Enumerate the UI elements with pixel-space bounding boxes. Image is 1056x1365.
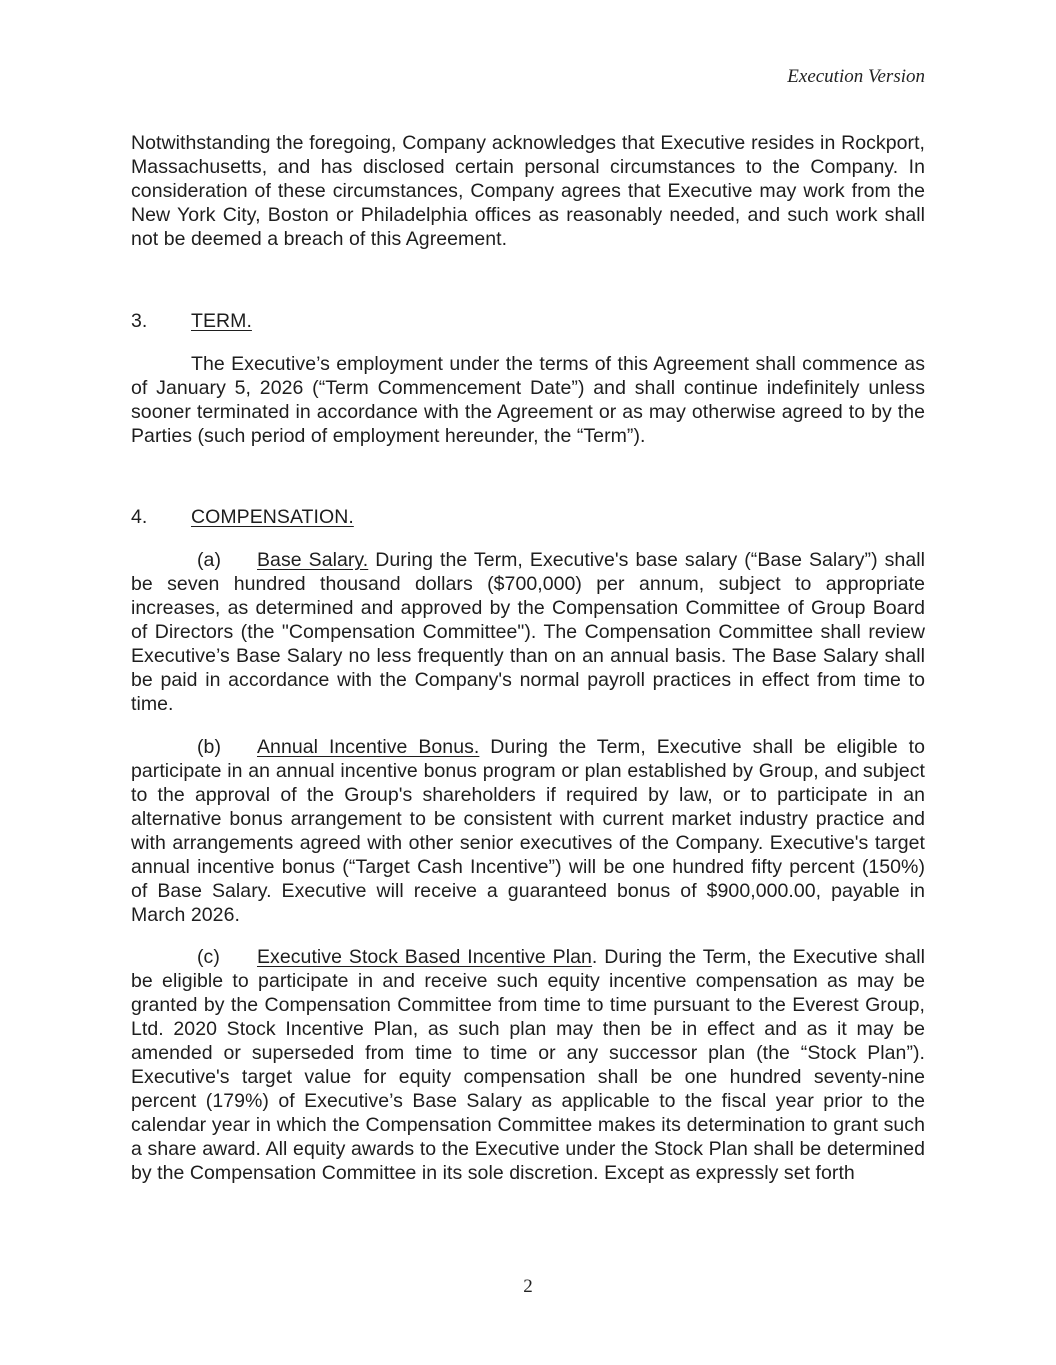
execution-version-label: Execution Version <box>787 66 925 87</box>
subsection-c-caption: Executive Stock Based Incentive Plan <box>257 946 592 968</box>
intro-paragraph-block <box>131 131 925 251</box>
section-4-number: 4. <box>131 506 148 528</box>
subsection-b-letter: (b) <box>197 736 221 758</box>
page-number: 2 <box>523 1276 533 1297</box>
subsection-b-caption: Annual Incentive Bonus. <box>257 736 480 758</box>
section-3-text: The Executive’s employment under the terms of this Agreement shall commence as of January 5, 2026 (“Term Commencement Date”) and shall continue indefinitely unless sooner terminated in accordance with the Agreement or as may otherwise agreed to by the Parties (such period of employment hereunder, the “Term”). <box>131 353 925 447</box>
section-3-title: TERM. <box>191 310 252 332</box>
subsection-b-block <box>131 735 925 927</box>
subsection-c-letter: (c) <box>197 946 220 968</box>
subsection-c-block <box>131 945 925 1185</box>
subsection-a-text: During the Term, Executive's base salary (“Base Salary”) shall be seven hundred thousand dollars ($700,000) per annum, subject to appropriate increases, as determined and approved by the Compensation Committee of Group Board of Directors (the "Compensation Committee"). The Compensation Committee shall review Executive’s Base Salary no less frequently than on an annual basis. The Base Salary shall be paid in accordance with the Company's normal payroll practices in effect from time to time. <box>131 549 925 715</box>
section-4-heading <box>131 505 925 529</box>
subsection-a-caption: Base Salary. <box>257 549 369 571</box>
section-3-text-block <box>131 352 925 448</box>
subsection-c <box>131 945 925 1185</box>
subsection-a-block <box>131 548 925 716</box>
intro-paragraph: Notwithstanding the foregoing, Company acknowledges that Executive resides in Rockport, Massachusetts, and has disclosed certain personal circumstances to the Company. In consideration of these circumstances, Company agrees that Executive may work from the New York City, Boston or Philadelphia offices as reasonably needed, and such work shall not be deemed a breach of this Agreement. <box>131 132 925 250</box>
section-4-title: COMPENSATION. <box>191 506 354 528</box>
section-3-heading <box>131 309 925 333</box>
subsection-a <box>131 548 925 716</box>
section-3-number: 3. <box>131 310 148 332</box>
subsection-a-letter: (a) <box>197 549 221 571</box>
subsection-b <box>131 735 925 927</box>
subsection-c-text: . During the Term, the Executive shall be eligible to participate in and receive such equity incentive compensation as may be granted by the Compensation Committee from time to time pursuant to the Everest Group, Ltd. 2020 Stock Incentive Plan, as such plan may then be in effect and as it may be amended or superseded from time to time or any successor plan (the “Stock Plan”). Executive's target value for equity compensation shall be one hundred seventy-nine percent (179%) of Executive’s Base Salary as applicable to the fiscal year prior to the calendar year in which the Compensation Committee makes its determination to grant such a share award. All equity awards to the Executive under the Stock Plan shall be determined by the Compensation Committee in its sole discretion. Except as expressly set forth <box>131 946 925 1184</box>
section-3-heading-block <box>131 309 925 333</box>
section-4-heading-block <box>131 505 925 529</box>
subsection-b-text: During the Term, Executive shall be eligible to participate in an annual incentive bonus program or plan established by Group, and subject to the approval of the Group's shareholders if required by law, or to participate in an alternative bonus arrangement to be consistent with current market industry practice and with arrangements agreed with other senior executives of the Company. Executive's target annual incentive bonus (“Target Cash Incentive”) will be one hundred fifty percent (150%) of Base Salary. Executive will receive a guaranteed bonus of $900,000.00, payable in March 2026. <box>131 736 925 926</box>
